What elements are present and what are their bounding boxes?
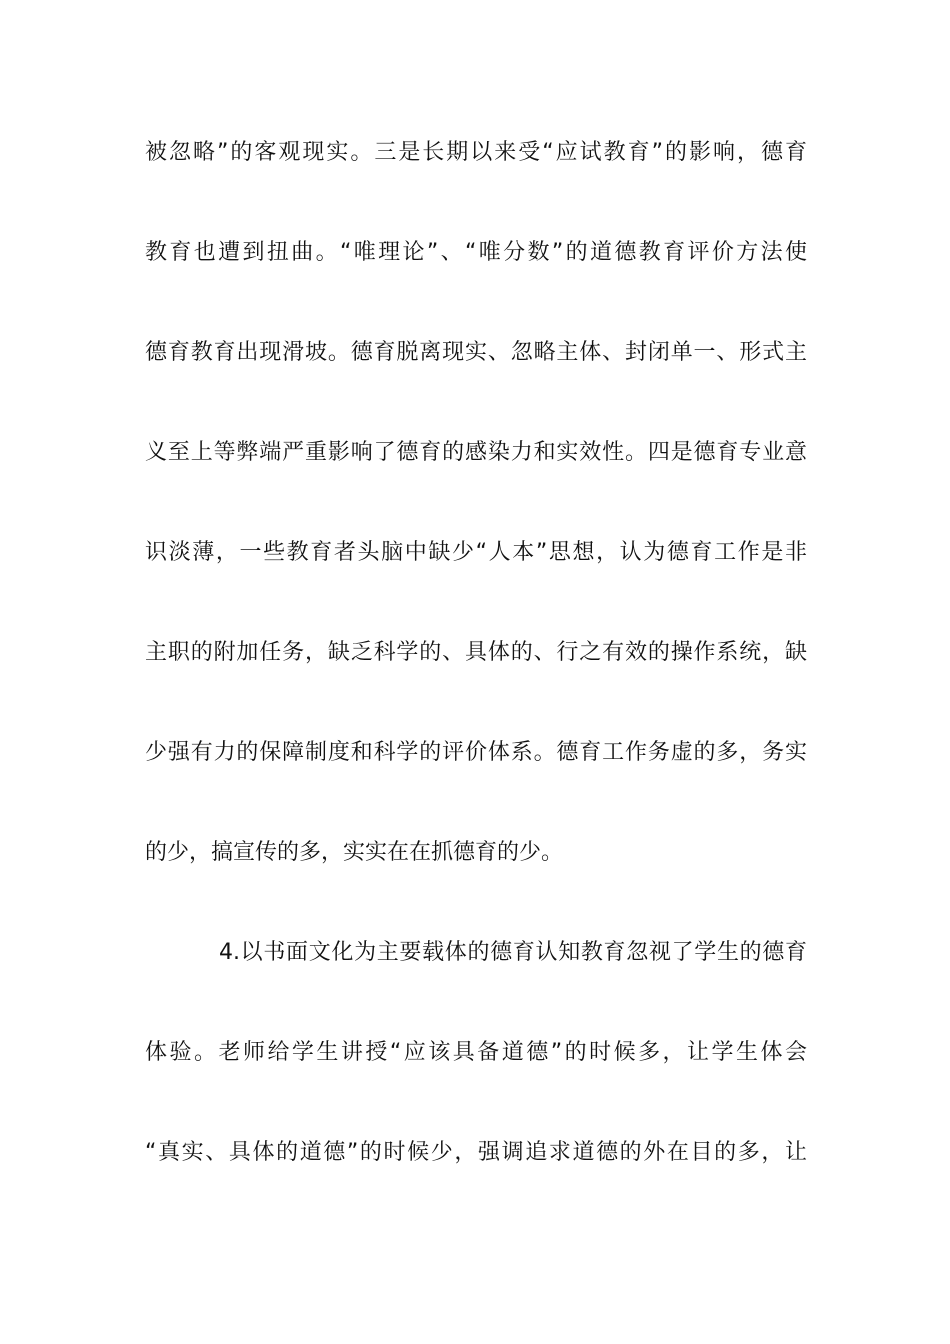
text-line-6: 主职的附加任务，缺乏科学的、具体的、行之有效的操作系统，缺 bbox=[145, 640, 807, 665]
section-heading-line: 4.以书面文化为主要载体的德育认知教育忽视了学生的德育 bbox=[219, 940, 807, 965]
text-line-1: 被忽略”的客观现实。三是长期以来受“应试教育”的影响，德育 bbox=[145, 140, 807, 165]
text-line-5: 识淡薄，一些教育者头脑中缺少“人本”思想，认为德育工作是非 bbox=[145, 540, 807, 565]
text-line-3: 德育教育出现滑坡。德育脱离现实、忽略主体、封闭单一、形式主 bbox=[145, 340, 807, 365]
body-text bbox=[145, 126, 807, 1226]
text-line-10: 体验。老师给学生讲授“应该具备道德”的时候多，让学生体会 bbox=[145, 1040, 808, 1065]
text-line-7: 少强有力的保障制度和科学的评价体系。德育工作务虚的多，务实 bbox=[145, 740, 807, 765]
text-line-11: “真实、具体的道德”的时候少，强调追求道德的外在目的多，让 bbox=[145, 1140, 807, 1165]
text-line-8: 的少，搞宣传的多，实实在在抓德育的少。 bbox=[145, 840, 564, 865]
text-line-2: 教育也遭到扭曲。“唯理论”、“唯分数”的道德教育评价方法使 bbox=[145, 240, 807, 265]
text-line-4: 义至上等弊端严重影响了德育的感染力和实效性。四是德育专业意 bbox=[145, 440, 807, 465]
